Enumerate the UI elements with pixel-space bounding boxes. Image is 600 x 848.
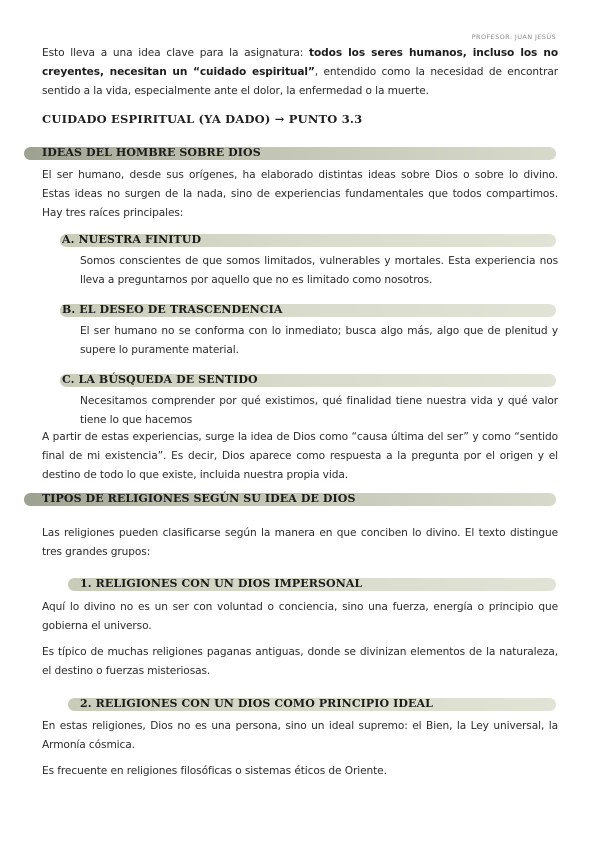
section-paragraph: Las religiones pueden clasificarse según la manera en que conciben lo divino. El texto distingue tres grandes grupos: [42, 527, 558, 558]
subsection-paragraph: El ser humano no se conforma con lo inmediato; busca algo más, algo que de plenitud y supere lo puramente material. [80, 325, 558, 356]
author-header: PROFESOR: JUAN JESÚS [471, 33, 556, 41]
subsection-title: A. NUESTRA FINITUD [62, 233, 202, 246]
intro-text-bold: todos los seres humanos, incluso los no creyentes, necesitan un “cuidado espiritual” [42, 47, 558, 78]
subsection-paragraph: Somos conscientes de que somos limitados, vulnerables y mortales. Esta experiencia nos lleva a preguntarnos por aquello que no es limitado como nosotros. [80, 255, 558, 286]
intro-text-start: Esto lleva a una idea clave para la asignatura: [42, 47, 310, 59]
group-paragraph: Aquí lo divino no es un ser con voluntad o conciencia, sino una fuerza, energía o principio que gobierna el universo. [42, 601, 558, 632]
section-paragraph: El ser humano, desde sus orígenes, ha elaborado distintas ideas sobre Dios o sobre lo divino. Estas ideas no surgen de la nada, sino de experiencias fundamentales que todos compartimos. Hay tres raíces principales: [42, 169, 558, 219]
group-title: 2. RELIGIONES CON UN DIOS COMO PRINCIPIO IDEAL [80, 697, 433, 710]
section-title: IDEAS DEL HOMBRE SOBRE DIOS [42, 146, 261, 159]
group-paragraph: Es típico de muchas religiones paganas antiguas, donde se divinizan elementos de la naturaleza, el destino o fuerzas misteriosas. [42, 646, 558, 677]
intro-text-end: , entendido como la necesidad de encontrar sentido a la vida, especialmente ante el dolor, la enfermedad o la muerte. [42, 66, 559, 97]
section-title: TIPOS DE RELIGIONES SEGÚN SU IDEA DE DIOS [42, 492, 356, 505]
group-title: 1. RELIGIONES CON UN DIOS IMPERSONAL [80, 577, 363, 590]
subsection-paragraph: Necesitamos comprender por qué existimos, qué finalidad tiene nuestra vida y qué valor tiene lo que hacemos [80, 395, 558, 426]
subsection-title: B. EL DESEO DE TRASCENDENCIA [62, 303, 283, 316]
intro-paragraph [42, 44, 558, 101]
group-paragraph: Es frecuente en religiones filosóficas o sistemas éticos de Oriente. [42, 765, 387, 777]
subsection-title: C. LA BÚSQUEDA DE SENTIDO [62, 373, 258, 386]
conclusion-paragraph: A partir de estas experiencias, surge la idea de Dios como “causa última del ser” y como “sentido final de mi existencia”. Es decir, Dios aparece como respuesta a la pregunta por el origen y el destino de todo lo que existe, incluida nuestra propia vida. [42, 431, 558, 481]
note-title: CUIDADO ESPIRITUAL (YA DADO) → PUNTO 3.3 [42, 112, 363, 126]
group-paragraph: En estas religiones, Dios no es una persona, sino un ideal supremo: el Bien, la Ley universal, la Armonía cósmica. [42, 720, 558, 751]
